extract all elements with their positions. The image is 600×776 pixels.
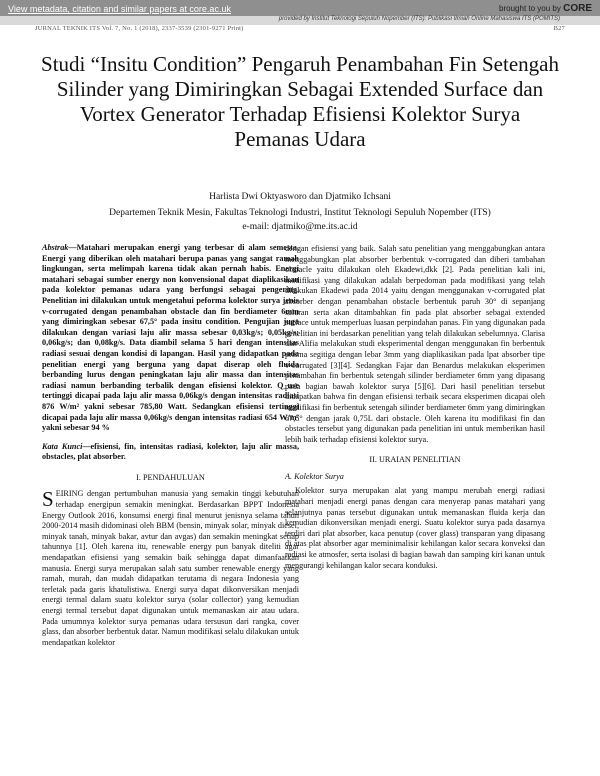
intro-text: EIRING dengan pertumbuhan manusia yang semakin tinggi kebutuhan terhadap energipun semakin meningkat. Berdasarkan BPPT Indonesia Energy Outlook 2016, konsumsi energi final menurut jenisnya selama tahun 2000-2014 masih didominasi oleh BBM (bensin, minyak solar, minyak diesel, minyak tanah, minyak bakar, avtur dan avgas) dan semakin meningkat setiap tahunnya [1]. Oleh karena itu, renewable energy pun banyak diteliti agar mendapatkan efisiensi yang semakin baik sehingga dapat dimanfaatkan manusia. Energi surya merupakan salah satu sumber renewable energy yang ramah, murah, dan mudah didapatkan terutama di negara Indonesia yang terletak pada garis khatulistiwa. Energi surya dapat dikonversikan menjadi energi termal dalam suatu kolektor surya (solar collector) yang kemudian energi termal tersebut dapat digunakan untuk memanaskan air atau udara. Pada umumnya kolektor surya pemanas udara tersusun dari rangka, cover glass, dan absorber berbentuk datar. Namun modifikasi selalu dilakukan untuk mendapatkan kolektor	[42, 489, 299, 647]
journal-header	[35, 25, 565, 32]
abstract-text: —Matahari merupakan energi yang terbesar di alam semesta. Energi yang diberikan oleh matahari berupa panas yang sangat ramah lingkungan, serta melimpah karena tidak akan pernah habis. Energi matahari sebagai sumber energy non konvensional dapat diaplikasikan pada kolektor pemanas udara yang berfungsi sebagai pengering. Penelitian ini dilakukan untuk mengetahui peforma kolektor surya jenis v-corrugated dengan penambahan obstacle dan fin berdiameter 6mm yang dimiringkan sebesar 67,5° pada insitu condition. Pengujian juga dilakukan dengan variasi laju alir massa sebesar 0,03kg/s; 0,05kg/s; 0,06kg/s; dan 0,08kg/s. Data diambil selama 5 hari dengan intensitas radiasi sesuai dengan kondisi di lapangan. Hasil yang didapatkan pada penelitian energi yang berguna yang dapat diserap oleh fluida berbanding lurus dengan peningkatan laju alir massa dan intensitas radiasi namun berbanding terbalik dengan efisiensi kolektor. Q_use tertinggi dicapai pada laju alir massa 0,06kg/s dengan intensitas radiasi 876 W/m² yakni sebesar 785,80 Watt. Sedangkan efisiensi tertinggi dicapai pada laju alir massa 0,06kg/s dengan intensitas radiasi 654 W/m² yakni sebesar 94 %	[42, 243, 299, 433]
keywords	[42, 442, 299, 463]
subsection-heading-a: A. Kolektor Surya	[285, 471, 344, 481]
abstract	[42, 243, 299, 434]
right-column	[285, 244, 545, 571]
right-para-1-text: dengan efisiensi yang baik. Salah satu penelitian yang menggabungkan antara menggabungkan plat absorber berbentuk v-corrugated dan diberi tambahan obstacle yaitu dilakukan oleh Ekadewi,dkk [2]. Pada penelitian kali ini, modifikasi yang dilakukan adalah berpedoman pada modifikasi yang telah dilakukan Ekadewi pada 2014 yaitu dengan menggunakan v-corrugated plat absorber dengan penambahan obstacle berbentuk paruh 30° di sepanjang saluran serta akan ditambahkan fin pada plat absorber sebagai extended surface untuk memperluas luasan perpindahan panas. Fin yang digunakan pada penelitian ini berdasarkan penelitian yang telah dilakukan sebelumnya. Clarisa dan Alifia melakukan studi eksperimental dengan menggunakan fin berbentuk prisma segitiga dengan lebar 3mm yang diaplikasikan pada lpat absorber tipe v-corrugated [3][4]. Sedangkan Fajar dan Benardus melakukan eksperimen penambahan fin berbentuk setengah silinder berdiameter 6mm yang dipasang pada bagian bawah kolektor surya [5][6]. Dari hasil penelitian tersebut didapatkan bahwa fin dengan efisiensi terbaik secara eksperimen dicapai oleh modifikasi fin berbentuk setengah silinder berdiameter 6mm yang dimiringkan 67,5° dengan jarak 0,75L dari obstacle. Oleh karena itu modifikasi fin dan obstacles tersebut yang digunakan pada penelitian ini untuk memberikan hasil lebih baik terhadap efisiensi kolektor surya.	[285, 244, 545, 444]
left-column	[42, 243, 299, 648]
keywords-label: Kata Kunci	[42, 441, 83, 451]
core-logo[interactable]: CORE	[563, 3, 592, 14]
abstract-label: Abstrak	[42, 243, 69, 252]
paper-title: Studi “Insitu Condition” Pengaruh Penambahan Fin Setengah Silinder yang Dimiringkan Sebagai Extended Surface dan Vortex Generator Terhadap Efisiensi Kolektor Surya Pemanas Udara	[41, 52, 559, 151]
intro-body	[42, 489, 299, 648]
section-heading-intro: I. PENDAHULUAN	[136, 472, 205, 482]
paper-email: e-mail: djatmiko@me.its.ac.id	[242, 222, 358, 232]
provided-by-text: provided by Institut Teknologi Sepuluh Nopember (ITS): Publikasi Ilmiah Online Mahasiswa ITS (POMITS)	[278, 16, 560, 22]
dropcap: S	[42, 487, 54, 512]
page-number: B27	[553, 25, 565, 32]
paper-authors: Harlista Dwi Oktyasworo dan Djatmiko Ichsani	[209, 192, 391, 202]
keywords-text: —efisiensi, fin, intensitas radiasi, kolektor, laju alir massa, obstacles, plat absorber.	[42, 441, 300, 462]
metadata-link[interactable]: View metadata, citation and similar papers at core.ac.uk	[8, 4, 231, 14]
brought-by-text: brought to you by	[499, 4, 561, 13]
right-para-2	[285, 486, 545, 571]
paper-affiliation: Departemen Teknik Mesin, Fakultas Teknologi Industri, Institut Teknologi Sepuluh Nopember (ITS)	[109, 208, 491, 218]
right-para-2-text: Kolektor surya merupakan alat yang mampu merubah energi radiasi matahari menjadi energi panas dengan cara menyerap panas matahari yang selanjutnya panas tersebut digunakan untuk memanaskan fluida kerja dan kemudian dikonversikan menjadi energi. Suatu kolektor surya pada dasarnya terdiri dari plat absorber, kaca penutup (cover glass) transparan yang dipasang di atas plat absorber agar meminimalisir kehilangan kalor secara konveksi dan radiasi ke atmosfer, serta isolasi di bagian bawah dan samping kiri kanan untuk mengurangi kehilangan kalor secara konduksi.	[285, 486, 545, 570]
right-para-1	[285, 244, 545, 445]
provided-by-strip	[0, 16, 600, 25]
core-badge[interactable]	[499, 3, 592, 14]
journal-name: JURNAL TEKNIK ITS Vol. 7, No. 1 (2018), 2337-3539 (2301-9271 Print)	[35, 25, 244, 32]
section-heading-2: II. URAIAN PENELITIAN	[369, 455, 461, 465]
